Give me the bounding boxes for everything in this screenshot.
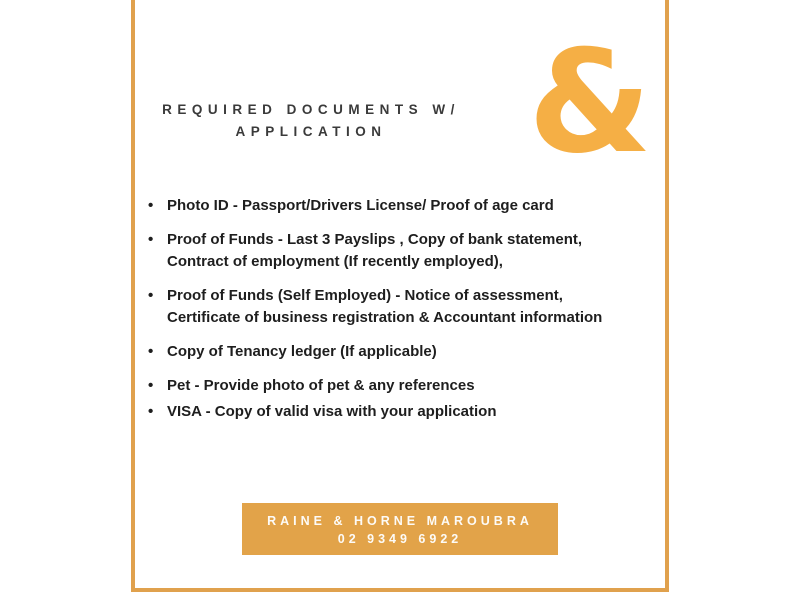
page-title — [146, 99, 476, 143]
list-item: • Proof of Funds - Last 3 Payslips , Copy of bank statement, Contract of employment (If recently employed), — [146, 229, 624, 273]
document-list — [146, 195, 624, 435]
page-title-line1: REQUIRED DOCUMENTS W/ — [162, 102, 460, 117]
footer-banner — [242, 503, 558, 555]
list-item: • Copy of Tenancy ledger (If applicable) — [146, 341, 624, 363]
list-item: • VISA - Copy of valid visa with your application — [146, 401, 624, 423]
phone-number: 02 9349 6922 — [337, 532, 463, 546]
company-name: RAINE & HORNE MAROUBRA — [267, 514, 533, 528]
page-title-line2: APPLICATION — [235, 124, 387, 139]
list-item: • Proof of Funds (Self Employed) - Notice of assessment, Certificate of business registration & Accountant information — [146, 285, 624, 329]
ampersand-logo: & — [528, 20, 652, 185]
list-item: • Pet - Provide photo of pet & any references — [146, 375, 624, 397]
list-item: • Photo ID - Passport/Drivers License/ Proof of age card — [146, 195, 624, 217]
